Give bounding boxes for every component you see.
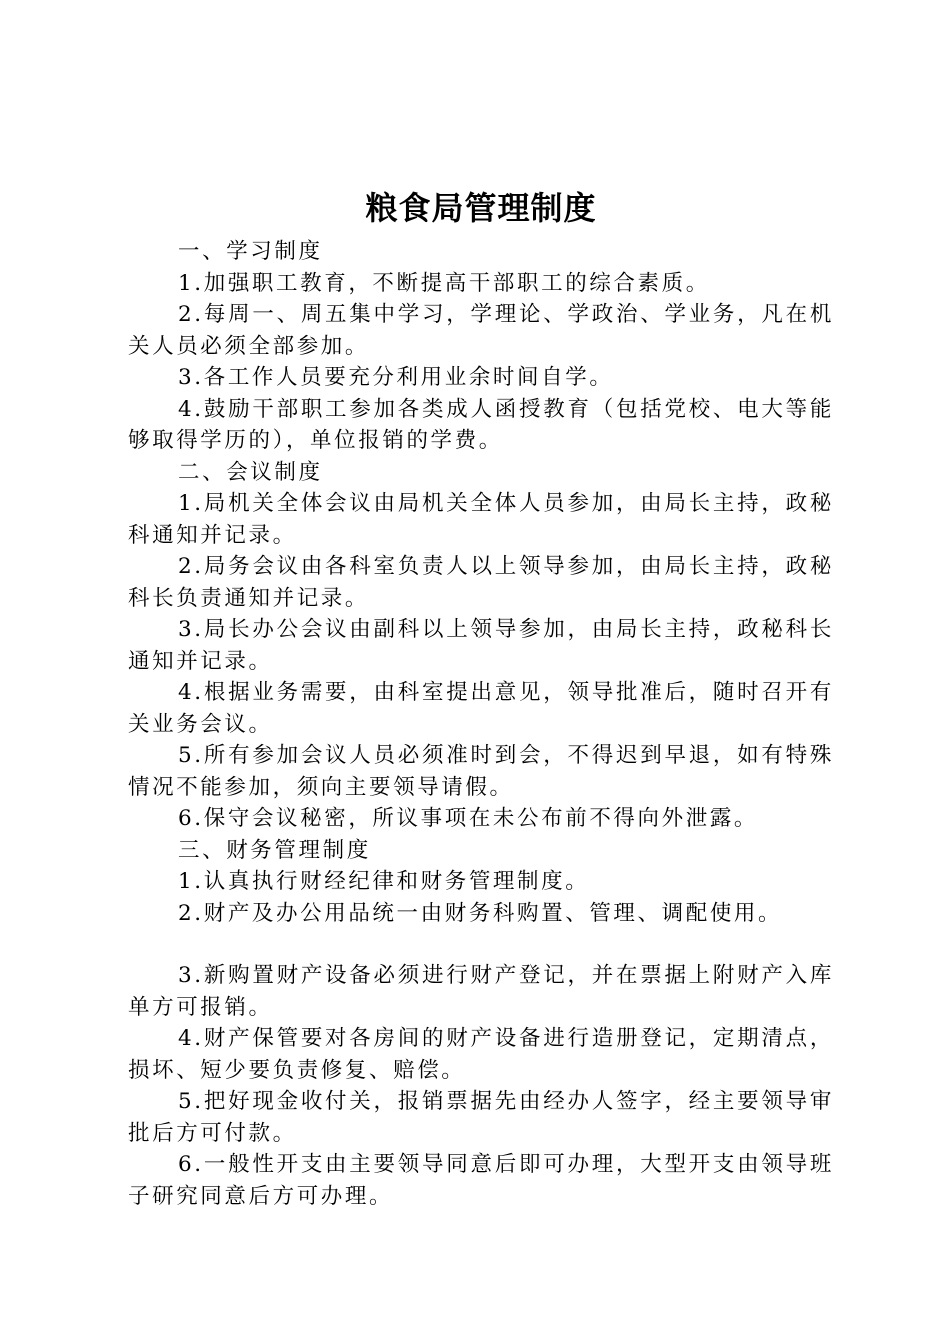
finance-item-2: 2.财产及办公用品统一由财务科购置、管理、调配使用。 — [178, 900, 783, 926]
document-page — [128, 180, 834, 1212]
finance-item-4: 4.财产保管要对各房间的财产设备进行造册登记，定期清点，损坏、短少要负责修复、赔偿。 — [128, 1026, 834, 1083]
meeting-item-2: 2.局务会议由各科室负责人以上领导参加，由局长主持，政秘科长负责通知并记录。 — [128, 554, 834, 611]
section-heading-study: 一、学习制度 — [178, 239, 323, 264]
section-heading-finance: 三、财务管理制度 — [178, 837, 371, 863]
finance-item-5: 5.把好现金收付关，报销票据先由经办人签字，经主要领导审批后方可付款。 — [128, 1089, 834, 1146]
meeting-item-4: 4.根据业务需要，由科室提出意见，领导批准后，随时召开有关业务会议。 — [128, 680, 834, 737]
meeting-item-6: 6.保守会议秘密，所议事项在未公布前不得向外泄露。 — [178, 806, 759, 831]
meeting-item-1: 1.局机关全体会议由局机关全体人员参加，由局长主持，政秘科通知并记录。 — [128, 491, 834, 548]
study-item-1: 1.加强职工教育，不断提高干部职工的综合素质。 — [178, 270, 710, 296]
study-item-2: 2.每周一、周五集中学习，学理论、学政治、学业务，凡在机关人员必须全部参加。 — [128, 302, 834, 359]
finance-item-1: 1.认真执行财经纪律和财务管理制度。 — [178, 869, 590, 894]
meeting-item-5: 5.所有参加会议人员必须准时到会，不得迟到早退，如有特殊情况不能参加，须向主要领导请假。 — [128, 743, 834, 800]
study-item-3: 3.各工作人员要充分利用业余时间自学。 — [178, 365, 614, 390]
meeting-item-3: 3.局长办公会议由副科以上领导参加，由局长主持，政秘科长通知并记录。 — [128, 617, 834, 674]
study-item-4: 4.鼓励干部职工参加各类成人函授教育（包括党校、电大等能够取得学历的），单位报销的学费。 — [128, 396, 834, 453]
finance-item-6: 6.一般性开支由主要领导同意后即可办理，大型开支由领导班子研究同意后方可办理。 — [128, 1152, 834, 1209]
section-heading-meeting: 二、会议制度 — [178, 459, 323, 485]
finance-item-3: 3.新购置财产设备必须进行财产登记，并在票据上附财产入库单方可报销。 — [128, 963, 834, 1020]
document-title: 粮食局管理制度 — [365, 189, 597, 227]
